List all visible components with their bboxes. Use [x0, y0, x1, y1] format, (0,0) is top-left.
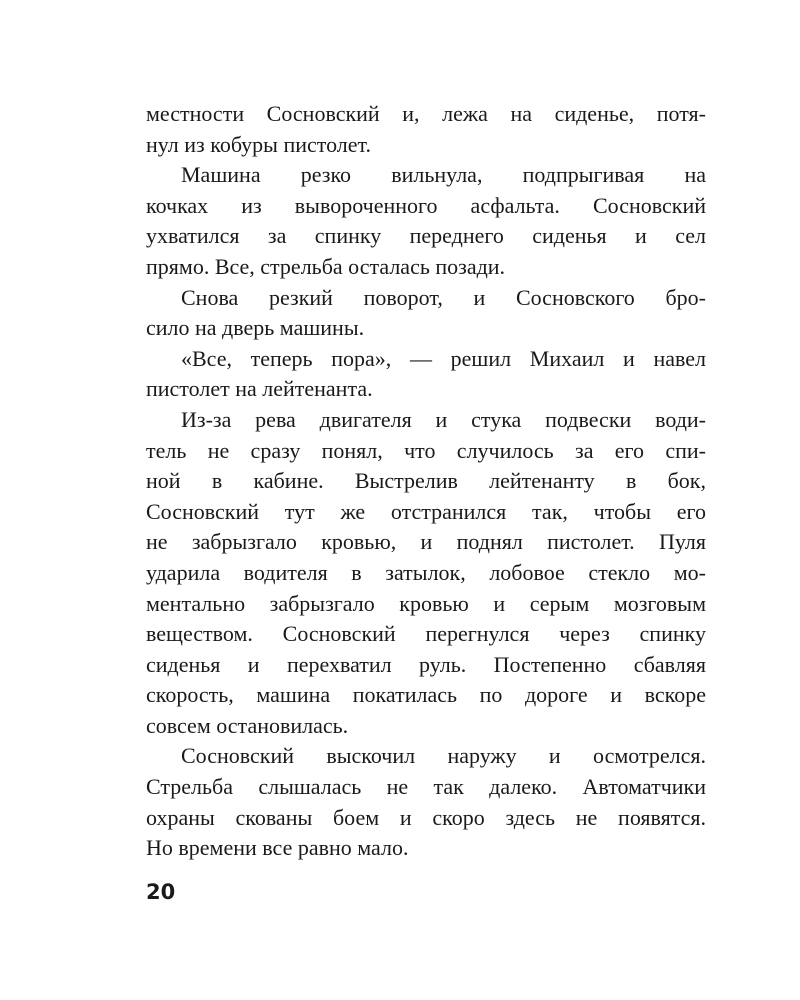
text-line: Стрельба слышалась не так далеко. Автоматчики: [146, 774, 706, 800]
text-line: Сосновский тут же отстранился так, чтобы его: [146, 498, 706, 524]
text-line: местности Сосновский и, лежа на сиденье, потя-: [146, 101, 706, 126]
text-line: охраны скованы боем и скоро здесь не появятся.: [146, 804, 706, 830]
text-line: Сосновский выскочил наружу и осмотрелся.: [181, 743, 706, 769]
text-line: «Все, теперь пора», — решил Михаил и навел: [181, 345, 706, 371]
text-line: веществом. Сосновский перегнулся через спинку: [146, 621, 706, 647]
text-line: совсем остановилась.: [146, 712, 349, 738]
text-line: ударила водителя в затылок, лобовое стекло мо-: [146, 559, 706, 585]
text-line: ухватился за спинку переднего сиденья и сел: [146, 223, 706, 249]
text-line: ментально забрызгало кровью и серым мозговым: [146, 590, 706, 616]
text-line: Машина резко вильнула, подпрыгивая на: [181, 162, 706, 188]
text-line: Снова резкий поворот, и Сосновского бро-: [181, 284, 706, 310]
text-line: не забрызгало кровью, и поднял пистолет. Пуля: [146, 529, 706, 555]
text-line: прямо. Все, стрельба осталась позади.: [146, 253, 506, 279]
text-line: Но времени все равно мало.: [146, 835, 409, 861]
page-number: 20: [146, 880, 176, 904]
text-line: сиденья и перехватил руль. Постепенно сбавляя: [146, 651, 706, 677]
text-line: ной в кабине. Выстрелив лейтенанту в бок,: [146, 468, 706, 494]
page-body: [146, 99, 706, 864]
text-line: нул из кобуры пистолет.: [146, 131, 372, 157]
text-line: кочках из вывороченного асфальта. Сосновский: [146, 192, 706, 218]
text-line: тель не сразу понял, что случилось за его спи-: [146, 437, 706, 463]
text-line: скорость, машина покатилась по дороге и вскоре: [146, 682, 706, 708]
text-line: Из-за рева двигателя и стука подвески води-: [181, 406, 706, 432]
text-line: сило на дверь машины.: [146, 315, 365, 341]
text-line: пистолет на лейтенанта.: [146, 376, 373, 402]
